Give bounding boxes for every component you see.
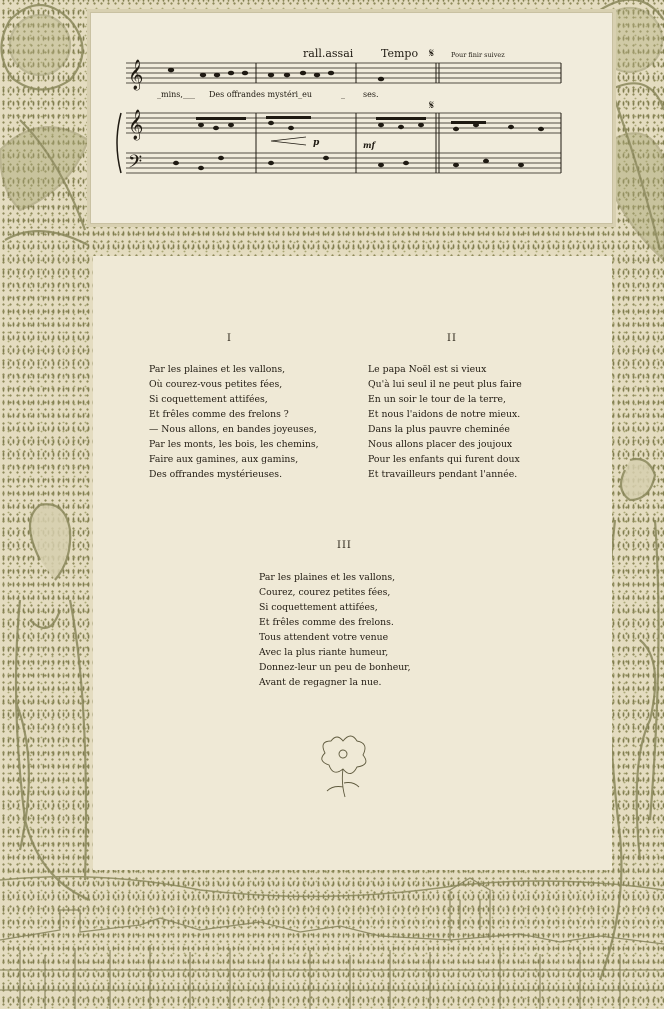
poem-line: Nous allons placer des joujoux	[368, 439, 513, 450]
segno-instruction: Pour finir suivez	[451, 51, 505, 59]
bass-clef-icon: 𝄢	[128, 152, 143, 177]
city-engraving	[0, 870, 664, 1009]
lyric-fragment: Des offrandes mystéri_eu	[209, 90, 312, 99]
poem-line: Faire aux gamines, aux gamins,	[149, 454, 299, 465]
poem-line: Par les plaines et les vallons,	[149, 364, 286, 375]
stanza-numeral: I	[227, 333, 232, 344]
music-score-panel	[90, 12, 613, 224]
treble-clef-icon: 𝄞	[128, 110, 144, 140]
poem-line: — Nous allons, en bandes joyeuses,	[149, 424, 317, 435]
poem-line: Donnez-leur un peu de bonheur,	[259, 662, 411, 673]
poem-line: Et frêles comme des frelons ?	[149, 409, 289, 420]
stanza-1	[149, 362, 319, 482]
poem-line: Tous attendent votre venue	[259, 632, 389, 643]
poem-line: Et nous l'aidons de notre mieux.	[368, 409, 521, 420]
poem-line: Pour les enfants qui furent doux	[368, 454, 520, 465]
flower-ornament-icon	[313, 731, 373, 801]
poem-line: Courez, courez petites fées,	[259, 587, 391, 598]
stanza-2	[368, 362, 522, 482]
poem-line: Si coquettement attifées,	[149, 394, 268, 405]
lyric-fragment: _mins,___	[157, 90, 195, 99]
stanza-3	[259, 570, 411, 690]
poem-line: Si coquettement attifées,	[259, 602, 378, 613]
poem-line: Qu'à lui seul il ne peut plus faire	[368, 379, 522, 390]
poem-line: Et frêles comme des frelons.	[259, 617, 394, 628]
dynamic-mark: p	[313, 138, 320, 148]
poem-line: Avant de regagner la nue.	[259, 677, 382, 688]
poem-line: Et travailleurs pendant l'année.	[368, 469, 518, 480]
poem-line: Dans la plus pauvre cheminée	[368, 424, 510, 435]
poem-line: Par les monts, les bois, les chemins,	[149, 439, 319, 450]
segno-icon: 𝄋	[429, 98, 435, 112]
lyric-fragment: ses.	[363, 90, 379, 99]
lyric-fragment: _	[341, 90, 345, 99]
poem-line: Des offrandes mystérieuses.	[149, 469, 283, 480]
poem-panel	[93, 256, 612, 870]
dynamic-mark: mf	[363, 140, 375, 150]
segno-icon: 𝄋	[429, 46, 435, 60]
stanza-numeral: II	[447, 333, 457, 344]
poem-line: Le papa Noël est si vieux	[368, 364, 487, 375]
tempo-mark: Tempo	[381, 47, 419, 60]
poem-line: Avec la plus riante humeur,	[259, 647, 389, 658]
music-score	[91, 13, 612, 223]
poem-line: Où courez-vous petites fées,	[149, 379, 283, 390]
poem-line: En un soir le tour de la terre,	[368, 394, 507, 405]
rallentando-mark: rall.assai	[303, 47, 354, 60]
poem-line: Par les plaines et les vallons,	[259, 572, 396, 583]
stanza-numeral: III	[337, 540, 352, 551]
treble-clef-icon: 𝄞	[128, 60, 144, 90]
